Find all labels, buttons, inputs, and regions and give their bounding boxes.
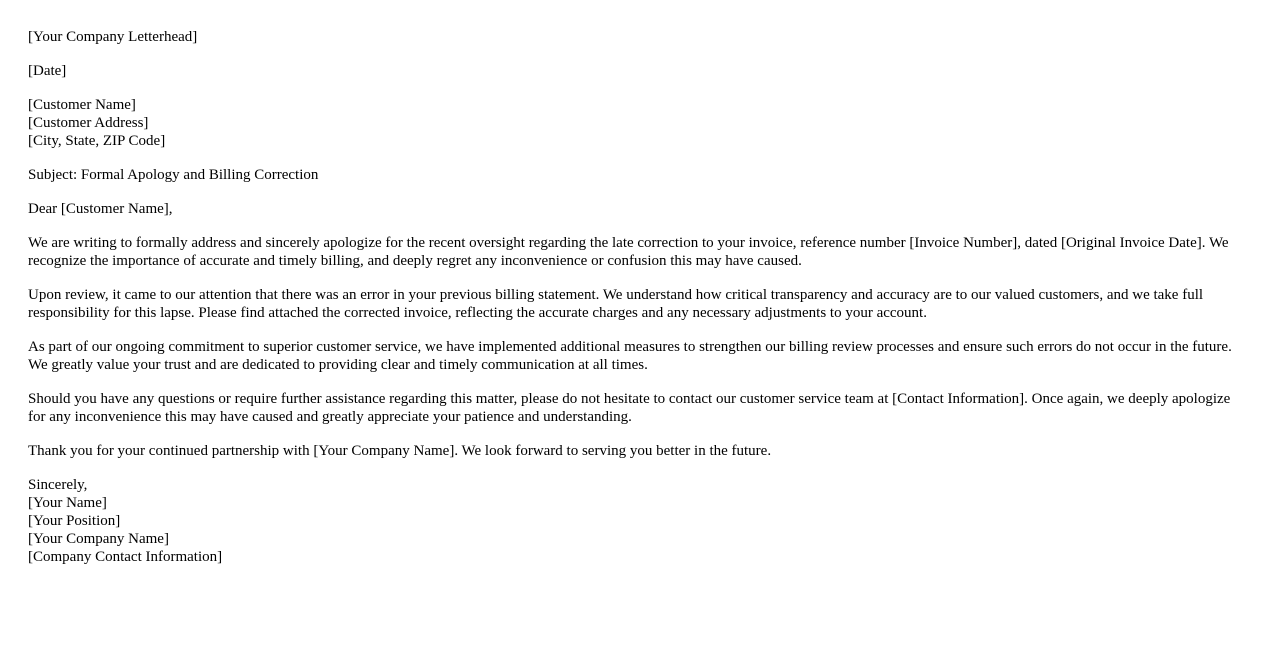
letter-document [28, 28, 1248, 582]
salutation-text: Dear [Customer Name], [28, 201, 173, 217]
sender-contact: [Company Contact Information] [28, 549, 223, 565]
closing-signoff: Sincerely, [28, 477, 88, 493]
letterhead-text: [Your Company Letterhead] [28, 29, 198, 45]
sender-name: [Your Name] [28, 495, 107, 511]
sender-position: [Your Position] [28, 513, 121, 529]
recipient-name: [Customer Name] [28, 97, 136, 113]
body-paragraph-4: Should you have any questions or require further assistance regarding this matter, please do not hesitate to contact our customer service team at [Contact Information]. Once again, we deeply apologize for any inconvenience this may have caused and greatly appreciate your patience and understanding. [28, 391, 1231, 425]
body-paragraph-2: Upon review, it came to our attention that there was an error in your previous billing statement. We understand how critical transparency and accuracy are to our valued customers, and we take full responsibility for this lapse. Please find attached the corrected invoice, reflecting the accurate charges and any necessary adjustments to your account. [28, 287, 1204, 321]
recipient-address-block [28, 96, 1248, 150]
subject-line [28, 166, 1248, 184]
recipient-address: [Customer Address] [28, 115, 149, 131]
body-paragraph-5: Thank you for your continued partnership with [Your Company Name]. We look forward to serving you better in the future. [28, 443, 772, 459]
body-paragraph-1: We are writing to formally address and sincerely apologize for the recent oversight regarding the late correction to your invoice, reference number [Invoice Number], dated [Original Invoice Date]. We recognize the importance of accurate and timely billing, and deeply regret any inconvenience or confusion this may have caused. [28, 235, 1229, 269]
subject-text: Subject: Formal Apology and Billing Correction [28, 167, 319, 183]
sender-company: [Your Company Name] [28, 531, 169, 547]
date-text: [Date] [28, 63, 67, 79]
body-paragraph-3: As part of our ongoing commitment to superior customer service, we have implemented additional measures to strengthen our billing review processes and ensure such errors do not occur in the future. We greatly value your trust and are dedicated to providing clear and timely communication at all times. [28, 339, 1232, 373]
recipient-city-state-zip: [City, State, ZIP Code] [28, 133, 166, 149]
letter-date [28, 62, 1248, 80]
letterhead [28, 28, 1248, 46]
salutation [28, 200, 1248, 218]
closing-block [28, 476, 1248, 566]
